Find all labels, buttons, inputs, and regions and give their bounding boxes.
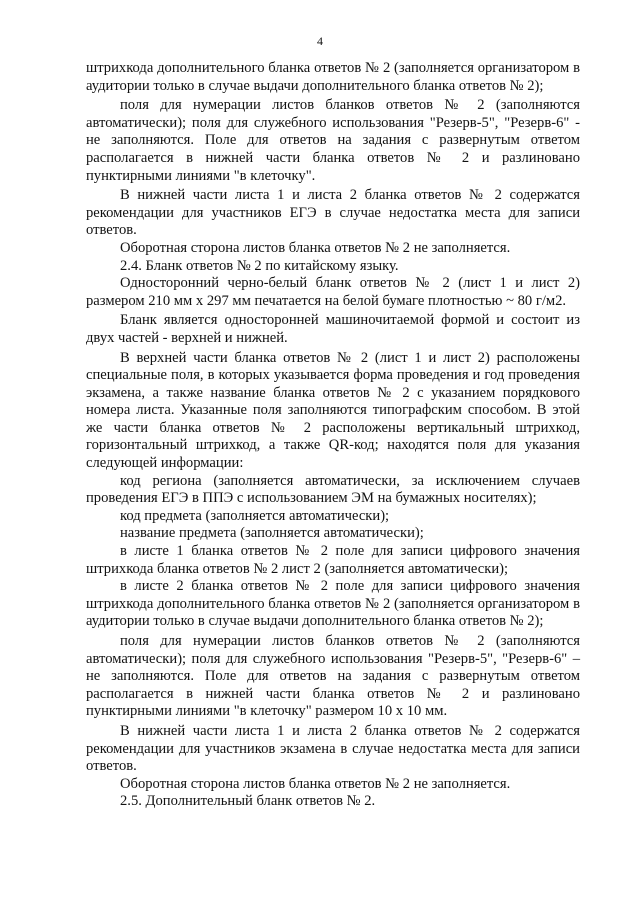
list-item: код предмета (заполняется автоматически); xyxy=(120,507,390,524)
section-heading: 2.5. Дополнительный бланк ответов № 2. xyxy=(120,793,376,810)
paragraph: поля для нумерации листов бланков ответов № 2 (заполняются автоматически); поля для служебного использования "Резерв-5", "Резерв-6" - не заполняются. Поле для ответов на задания с развернутым ответом располагается в нижней части бланка ответов № 2 и разлиновано пунктирными линиями "в клеточку". xyxy=(86,97,580,184)
paragraph: штрихкода дополнительного бланка ответов № 2 (заполняется организатором в аудитории только в случае выдачи дополнительного бланка ответов № 2); xyxy=(86,60,580,94)
paragraph: Односторонний черно-белый бланк ответов № 2 (лист 1 и лист 2) размером 210 мм х 297 мм печатается на белой бумаге плотностью ~ 80 г/м2. xyxy=(86,275,580,309)
section-heading: 2.4. Бланк ответов № 2 по китайскому языку. xyxy=(120,257,399,274)
list-item: в листе 2 бланка ответов № 2 поле для записи цифрового значения штрихкода дополнительного бланка ответов № 2 (заполняется организатором в аудитории только в случае выдачи дополнительного бланка ответов № 2); xyxy=(86,578,580,630)
document-body xyxy=(86,60,580,811)
paragraph: В нижней части листа 1 и листа 2 бланка ответов № 2 содержатся рекомендации для участников экзамена в случае недостатка места для записи ответов. xyxy=(86,722,580,775)
paragraph: В нижней части листа 1 и листа 2 бланка ответов № 2 содержатся рекомендации для участников ЕГЭ в случае недостатка места для записи ответов. xyxy=(86,187,580,239)
list-item: название предмета (заполняется автоматически); xyxy=(120,525,424,542)
paragraph: Оборотная сторона листов бланка ответов № 2 не заполняется. xyxy=(120,239,511,256)
paragraph: Бланк является односторонней машиночитаемой формой и состоит из двух частей - верхней и нижней. xyxy=(86,312,580,346)
page-number: 4 xyxy=(317,34,323,48)
paragraph: Оборотная сторона листов бланка ответов № 2 не заполняется. xyxy=(120,775,511,792)
list-item: в листе 1 бланка ответов № 2 поле для записи цифрового значения штрихкода бланка ответов № 2 лист 2 (заполняется автоматически); xyxy=(86,543,580,577)
list-item: поля для нумерации листов бланков ответов № 2 (заполняются автоматически); поля для служебного использования "Резерв-5", "Резерв-6" – не заполняются. Поле для ответов на задания с развернутым ответом располагается в нижней части бланка ответов № 2 и разлиновано пунктирными линиями "в клеточку" размером 10 х 10 мм. xyxy=(86,633,580,720)
paragraph: В верхней части бланка ответов № 2 (лист 1 и лист 2) расположены специальные поля, в которых указывается форма проведения и год проведения экзамена, а также название бланка ответов № 2 с указанием порядкового номера листа. Указанные поля заполняются типографским способом. В этой же части бланка ответов № 2 расположены вертикальный штрихкод, горизонтальный штрихкод, а также QR-код; находятся поля для указания следующей информации: xyxy=(86,349,580,472)
list-item: код региона (заполняется автоматически, за исключением случаев проведения ЕГЭ в ППЭ с использованием ЭМ на бумажных носителях); xyxy=(86,472,580,507)
